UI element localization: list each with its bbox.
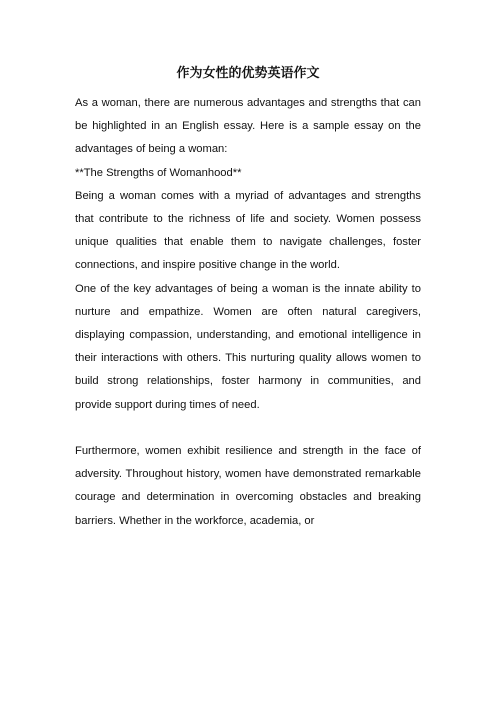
essay-heading: **The Strengths of Womanhood**: [75, 166, 242, 179]
document-title: 作为女性的优势英语作文: [176, 66, 320, 81]
body-paragraph-1: Being a woman comes with a myriad of advantages and strengths that contribute to the richness of life and society. Women possess unique qualities that enable them to navigate challenges, foster connections, and inspire positive change in the world.: [75, 189, 421, 272]
intro-paragraph: As a woman, there are numerous advantages and strengths that can be highlighted in an English essay. Here is a sample essay on the advantages of being a woman:: [75, 97, 421, 156]
paragraph-gap: [75, 417, 421, 440]
document-body: [75, 92, 421, 533]
body-paragraph-3: Furthermore, women exhibit resilience and strength in the face of adversity. Throughout history, women have demonstrated remarkable courage and determination in overcoming obstacles and breaking barriers. Whether in the workforce, academia, or: [75, 445, 421, 527]
body-paragraph-2: One of the key advantages of being a woman is the innate ability to nurture and empathize. Women are often natural caregivers, displaying compassion, understanding, and emotional intelligence in their interactions with others. This nurturing quality allows women to build strong relationships, foster harmony in communities, and provide support during times of need.: [75, 282, 421, 411]
